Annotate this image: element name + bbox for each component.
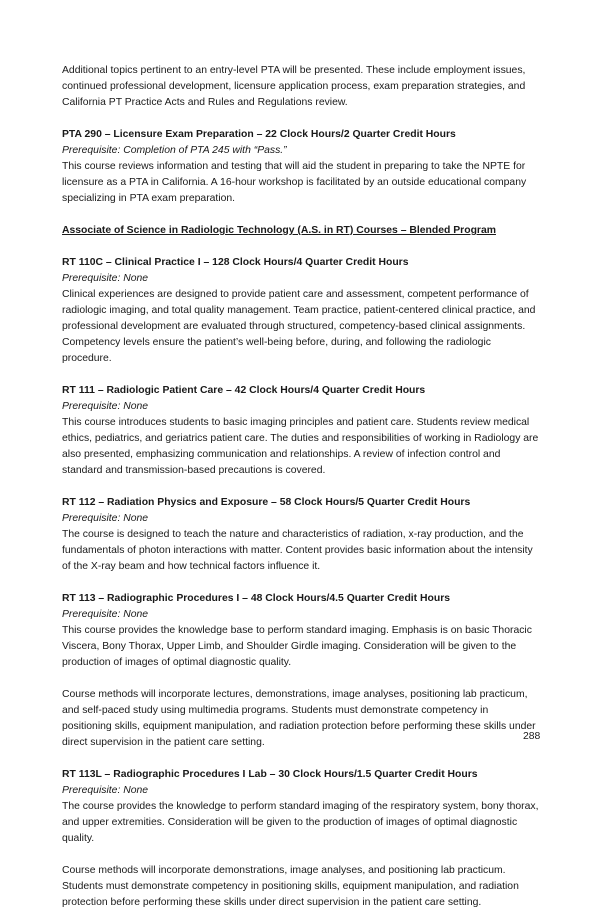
course-prerequisite: Prerequisite: None (62, 513, 149, 524)
spacer (62, 111, 540, 127)
course-title: RT 112 – Radiation Physics and Exposure – 58 Clock Hours/5 Quarter Credit Hours (62, 497, 471, 508)
spacer (62, 367, 540, 383)
course-block-rt-113l (62, 767, 540, 911)
course-prerequisite: Prerequisite: None (62, 273, 149, 284)
course-title: RT 113L – Radiographic Procedures I Lab – 30 Clock Hours/1.5 Quarter Credit Hours (62, 769, 478, 780)
course-prerequisite: Prerequisite: None (62, 401, 149, 412)
course-block-rt-112 (62, 495, 540, 575)
course-title: RT 110C – Clinical Practice I – 128 Clock Hours/4 Quarter Credit Hours (62, 257, 409, 268)
course-block-pta-290 (62, 127, 540, 207)
course-title: PTA 290 – Licensure Exam Preparation – 22 Clock Hours/2 Quarter Credit Hours (62, 129, 456, 140)
course-methods: Course methods will incorporate demonstrations, image analyses, and positioning lab practicum. Students must demonstrate competency in positioning skills, equipment manipulation, and radiation protection before performing these skills under direct supervision in the patient care setting. (62, 865, 519, 908)
spacer (62, 239, 540, 255)
page-number: 288 (523, 731, 541, 742)
course-description: The course is designed to teach the nature and characteristics of radiation, x-ray production, and the fundamentals of photon interactions with matter. Content provides basic information about the intensity of the X-ray beam and how technical factors influence it. (62, 529, 533, 572)
spacer (62, 575, 540, 591)
course-description: Clinical experiences are designed to provide patient care and assessment, competent performance of radiologic imaging, and total quality management. Team practice, patient-centered clinical practice, and professional development are evaluated through structured, competency-based clinical assignments. Competency levels ensure the patient’s well-being before, during, and following the radiologic procedure. (62, 289, 536, 364)
course-title: RT 113 – Radiographic Procedures I – 48 Clock Hours/4.5 Quarter Credit Hours (62, 593, 451, 604)
spacer (62, 671, 540, 687)
spacer (62, 207, 540, 223)
course-methods: Course methods will incorporate lectures, demonstrations, image analyses, positioning lab practicum, and self-paced study using multimedia programs. Students must demonstrate competency in positioning skills, equipment manipulation, and radiation protection before performing these skills under direct supervision in the patient care setting. (62, 689, 536, 748)
spacer (62, 847, 540, 863)
course-title: RT 111 – Radiologic Patient Care – 42 Clock Hours/4 Quarter Credit Hours (62, 385, 426, 396)
spacer (62, 479, 540, 495)
course-block-rt-113 (62, 591, 540, 751)
course-description: This course provides the knowledge base to perform standard imaging. Emphasis is on basic Thoracic Viscera, Bony Thorax, Upper Limb, and Shoulder Girdle imaging. Consideration will be given to the production of images of optimal diagnostic quality. (62, 625, 532, 668)
course-prerequisite: Prerequisite: None (62, 785, 149, 796)
course-description: This course reviews information and testing that will aid the student in preparing to take the NPTE for licensure as a PTA in California. A 16-hour workshop is facilitated by an outside educational company specializing in PTA exam preparation. (62, 161, 527, 204)
course-prerequisite: Prerequisite: None (62, 609, 149, 620)
spacer (62, 751, 540, 767)
intro-paragraph: Additional topics pertinent to an entry-level PTA will be presented. These include employment issues, continued professional development, licensure application process, exam preparation strategies, and California PT Practice Acts and Rules and Regulations review. (62, 65, 526, 108)
course-prerequisite: Prerequisite: Completion of PTA 245 with “Pass.” (62, 145, 287, 156)
course-block-rt-110c (62, 255, 540, 367)
course-description: This course introduces students to basic imaging principles and patient care. Students review medical ethics, pediatrics, and geriatrics patient care. The duties and responsibilities of working in Radiology are also presented, emphasizing communication and relationships. A review of infection control and standard and transmission-based precautions is covered. (62, 417, 539, 476)
course-block-rt-111 (62, 383, 540, 479)
document-page (62, 63, 540, 911)
course-description: The course provides the knowledge to perform standard imaging of the respiratory system, bony thorax, and upper extremities. Consideration will be given to the production of images of optimal diagnostic quality. (62, 801, 539, 844)
section-heading: Associate of Science in Radiologic Technology (A.S. in RT) Courses – Blended Program (62, 225, 496, 236)
